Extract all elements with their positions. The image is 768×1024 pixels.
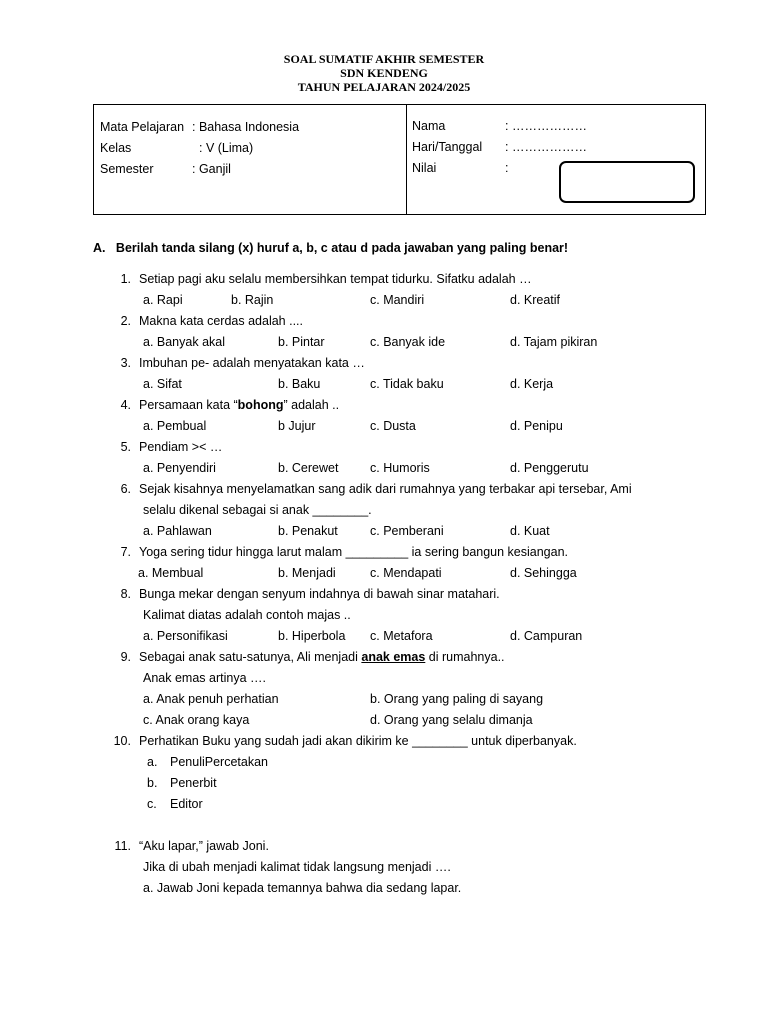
option-a[interactable]: a. Banyak akal <box>143 335 225 349</box>
option-d[interactable]: d. Tajam pikiran <box>510 335 598 349</box>
question-text: “Aku lapar,” jawab Joni. <box>139 839 269 853</box>
question-number: 9. <box>120 650 131 664</box>
score-box[interactable] <box>559 161 695 203</box>
semester-value: : Ganjil <box>192 162 231 176</box>
student-identity-box <box>93 104 706 215</box>
option-d[interactable]: d. Kerja <box>510 377 554 391</box>
section-instruction-text: Berilah tanda silang (x) huruf a, b, c atau d pada jawaban yang paling benar! <box>115 241 569 255</box>
option-c[interactable]: c. Anak orang kaya <box>143 713 250 727</box>
subject-value: : Bahasa Indonesia <box>192 120 300 134</box>
question-text: Sejak kisahnya menyelamatkan sang adik dari rumahnya yang terbakar api tersebar, Ami <box>139 482 632 496</box>
option-b[interactable]: b. Cerewet <box>278 461 339 475</box>
option-a[interactable]: a. Pembual <box>143 419 207 433</box>
question-number: 1. <box>120 272 131 286</box>
question-text-cont: Anak emas artinya …. <box>143 671 266 685</box>
option-c[interactable]: c. Metafora <box>370 629 433 643</box>
question-number: 4. <box>120 398 131 412</box>
option-c[interactable]: c. Mandiri <box>370 293 425 307</box>
option-a-marker: a. <box>147 755 158 769</box>
subject-row <box>100 119 184 135</box>
underlined-keyword: anak emas <box>361 650 426 664</box>
question-text: Imbuhan pe- adalah menyatakan kata … <box>139 356 365 370</box>
option-c[interactable]: c. Dusta <box>370 419 416 433</box>
class-label: Kelas <box>100 141 132 155</box>
question-number: 3. <box>120 356 131 370</box>
text-part: di rumahnya.. <box>425 650 505 664</box>
name-label: Nama <box>412 119 446 133</box>
semester-label: Semester <box>100 162 154 176</box>
question-text: Makna kata cerdas adalah .... <box>139 314 303 328</box>
option-b[interactable]: b. Pintar <box>278 335 325 349</box>
document-header <box>0 52 768 94</box>
option-a[interactable]: a. Jawab Joni kepada temannya bahwa dia sedang lapar. <box>143 881 462 895</box>
option-d[interactable]: d. Orang yang selalu dimanja <box>370 713 533 727</box>
question-text: Setiap pagi aku selalu membersihkan tempat tidurku. Sifatku adalah … <box>139 272 532 286</box>
option-a[interactable]: a. Anak penuh perhatian <box>143 692 279 706</box>
academic-year: TAHUN PELAJARAN 2024/2025 <box>297 80 471 94</box>
option-d[interactable]: d. Sehingga <box>510 566 577 580</box>
option-c[interactable]: c. Mendapati <box>370 566 442 580</box>
text-part: Persamaan kata “ <box>139 398 238 412</box>
option-b[interactable]: Penerbit <box>170 776 217 790</box>
question-text-cont: Jika di ubah menjadi kalimat tidak langsung menjadi …. <box>143 860 451 874</box>
option-b-marker: b. <box>147 776 158 790</box>
bold-keyword: bohong <box>237 398 284 412</box>
option-d[interactable]: d. Penggerutu <box>510 461 589 475</box>
option-b[interactable]: b. Baku <box>278 377 321 391</box>
option-b[interactable]: b. Penakut <box>278 524 338 538</box>
option-c-marker: c. <box>147 797 157 811</box>
option-a[interactable]: a. Rapi <box>143 293 183 307</box>
section-marker: A. <box>93 241 106 255</box>
option-a[interactable]: a. Sifat <box>143 377 182 391</box>
subject-label: Mata Pelajaran <box>100 120 185 134</box>
option-c[interactable]: c. Humoris <box>370 461 430 475</box>
option-c[interactable]: c. Banyak ide <box>370 335 446 349</box>
option-d[interactable]: d. Campuran <box>510 629 583 643</box>
score-label: Nilai <box>412 161 437 175</box>
question-number: 2. <box>120 314 131 328</box>
option-c[interactable]: c. Pemberani <box>370 524 444 538</box>
class-value: : V (Lima) <box>199 141 254 155</box>
option-d[interactable]: d. Kreatif <box>510 293 561 307</box>
question-number: 5. <box>120 440 131 454</box>
question-text <box>139 397 339 413</box>
text-part: Sebagai anak satu-satunya, Ali menjadi <box>139 650 362 664</box>
question-number: 7. <box>120 545 131 559</box>
question-number: 11. <box>114 839 131 853</box>
option-b[interactable]: b. Orang yang paling di sayang <box>370 692 544 706</box>
question-text: Pendiam >< … <box>139 440 223 454</box>
question-number: 10. <box>113 734 131 748</box>
question-text: Perhatikan Buku yang sudah jadi akan dikirim ke ________ untuk diperbanyak. <box>139 734 577 748</box>
question-number: 8. <box>120 587 131 601</box>
option-a[interactable]: a. Personifikasi <box>143 629 228 643</box>
question-text-cont: Kalimat diatas adalah contoh majas .. <box>143 608 351 622</box>
identity-divider <box>406 105 407 214</box>
option-b[interactable]: b. Hiperbola <box>278 629 346 643</box>
text-part: ” adalah .. <box>283 398 340 412</box>
option-b[interactable]: b. Menjadi <box>278 566 336 580</box>
option-c[interactable]: c. Tidak baku <box>370 377 444 391</box>
option-b[interactable]: b Jujur <box>278 419 316 433</box>
question-text: Bunga mekar dengan senyum indahnya di bawah sinar matahari. <box>139 587 500 601</box>
date-label: Hari/Tanggal <box>412 140 483 154</box>
score-colon: : <box>505 161 509 175</box>
option-d[interactable]: d. Kuat <box>510 524 550 538</box>
name-field[interactable]: : ……………… <box>505 119 587 133</box>
option-a[interactable]: a. Pahlawan <box>143 524 212 538</box>
question-text <box>139 649 505 665</box>
date-field[interactable]: : ……………… <box>505 140 587 154</box>
school-name: SDN KENDENG <box>340 66 428 80</box>
question-number: 6. <box>120 482 131 496</box>
option-b[interactable]: b. Rajin <box>231 293 274 307</box>
option-d[interactable]: d. Penipu <box>510 419 563 433</box>
question-text: Yoga sering tidur hingga larut malam _________ ia sering bangun kesiangan. <box>139 545 569 559</box>
option-a[interactable]: PenuliPercetakan <box>170 755 268 769</box>
option-c[interactable]: Editor <box>170 797 203 811</box>
exam-title: SOAL SUMATIF AKHIR SEMESTER <box>283 52 485 66</box>
question-text-cont: selalu dikenal sebagai si anak ________. <box>143 503 372 517</box>
section-a-instruction <box>93 240 568 256</box>
option-a[interactable]: a. Penyendiri <box>143 461 216 475</box>
option-a[interactable]: a. Membual <box>138 566 204 580</box>
